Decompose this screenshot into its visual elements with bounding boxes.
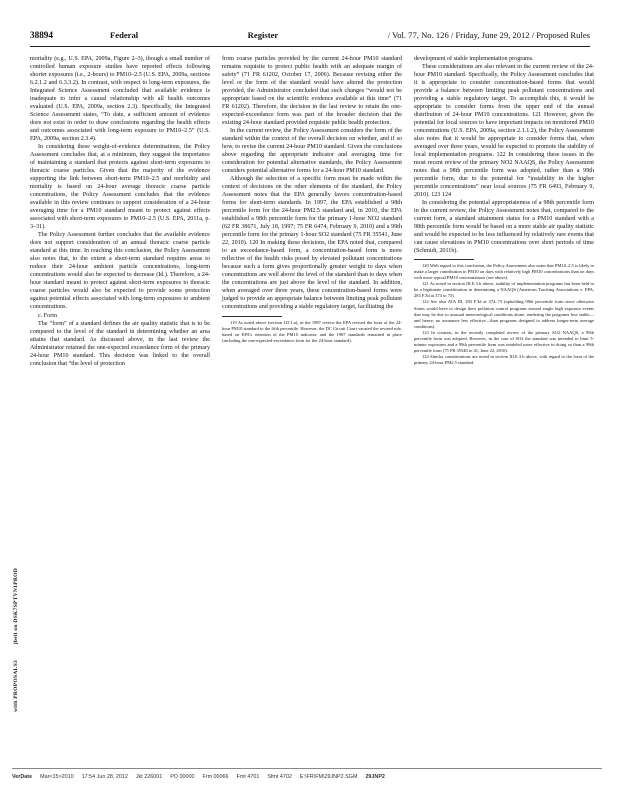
footer-item: 29JNP2	[365, 774, 385, 780]
running-title	[110, 30, 590, 40]
footnote: 120 With regard to this conclusion, the Policy Assessment also notes that PM10–2.5 is likely to make a larger contribution to PM10 on days with relatively high PM10 concentrations than on days with more typical PM10 concentrations (see above).	[414, 263, 594, 281]
footer-item: VerDate	[12, 774, 33, 780]
paragraph: mortality (e.g., U.S. EPA, 2009a, Figure 2–3), though a small number of controlled human exposure studies have reported effects following shorter exposures (i.e., 2-hours) to PM10–2.5 (U.S. EPA, 2009a, sections 6.2.1.2 and 6.3.3.2). In contrast, with respect to long-term exposures, the Integrated Science Assessment concluded that available evidence is inadequate to infer a causal relationship with all health outcomes evaluated (U.S. EPA, 2009a, section 2.3). Specifically, the Integrated Science Assessment states, “To date, a sufficient amount of evidence does not exist in order to draw conclusions regarding the health effects and outcomes associated with long-term exposure to PM10–2.5” (U.S. EPA, 2009a, section 2.3.4).	[30, 56, 210, 143]
paragraph: In considering the potential appropriateness of a 98th percentile form in the current review, the Policy Assessment notes that, compared to the current form, a standard attainment status for a PM10 standard with a 98th percentile form would be based on a more stable air quality statistic and would be expected to be less influenced by relatively rare events that can cause elevations in PM10 concentrations over short periods of time (Schmidt, 2011b).	[414, 200, 594, 255]
footnote: 123 In contrast, in the recently completed review of the primary SO2 NAAQS, a 99th percentile form was adopted. However, in the case of SO2 the standard was intended to limit 5-minute exposures and a 99th percentile form was modeled more effective in doing so than a 98th percentile form (75 FR 35540 to 41, June 22, 2010).	[414, 329, 594, 353]
footnotes	[414, 263, 594, 365]
footnote-rule	[222, 316, 282, 317]
footnotes	[222, 320, 402, 344]
footer-rule	[12, 768, 602, 769]
footnote: 119 As noted above (section I.D.1.a), in the 1987 review the EPA revised the form of the 24-hour PM10 standard to the fifth percentile. However, the DC Circuit Court vacated the revised rule, based on EPA’s retention of the PM10 indicator, and the 1987 standards remained in place (including the one-expected-exceedance form for the 24-hour standard).	[222, 319, 402, 343]
margin-code: with PROPOSALS3	[13, 660, 19, 713]
paragraph: These considerations are also relevant in the current review of the 24-hour PM10 standard. Specifically, the Policy Assessment concludes that it is appropriate to consider concentration-based forms that would provide a balance between limiting peak pollutant concentrations and providing a stable regulatory target. To accomplish this, it would be appropriate to consider forms from the upper end of the annual distribution of 24-hour PM10 concentrations. 121 However, given the potential for local sources to have important impacts on monitored PM10 concentrations (U.S. EPA, 2009a, section 2.1.1.2), the Policy Assessment also notes that it would be appropriate to consider forms that, when averaged over three years, would be expected to promote the stability of local implementation programs. 122 In considering these issues in the most recent review of the primary NO2 NAAQS, the Policy Assessment notes that a 98th percentile form was adopted, rather than a 99th percentile form, due to the potential for “instability in the higher percentile concentrations” near local sources (75 FR 6493, February 9, 2010). 123 124	[414, 64, 594, 199]
footnote: 124 Similar considerations are noted in section III.E.3.b above, with regard to the form of the primary 24-hour PM2.5 standard.	[414, 353, 594, 365]
paragraph: The Policy Assessment further concludes that the available evidence does not support consideration of an annual thoracic coarse particle standard at this time. In reaching this conclusion, the Policy Assessment also notes that, to the extent a short-term standard requires areas to reduce their 24-hour ambient particle concentrations, long-term concentrations would also be expected to decrease (Id.). Therefore, a 24-hour standard meant to protect against short-term exposures to thoracic coarse particles would also be expected to provide some protection against potential effects associated with long-term exposures to ambient concentrations.	[30, 232, 210, 311]
paragraph: In considering these weight-of-evidence determinations, the Policy Assessment concludes that, at a minimum, they suggest the importance of maintaining a standard that protects against short-term exposures to thoracic coarse particles. Given that the majority of the evidence supporting the link between short-term PM10–2.5 and morbidity and mortality is based on 24-hour average thoracic coarse particle concentrations, the Policy Assessment concludes that the evidence available in this review continues to support consideration of a 24-hour averaging time for a PM10 standard meant to protect against effects associated with short-term exposures to PM10–2.5 (U.S. EPA, 2011a, p. 3–31).	[30, 144, 210, 231]
page-header	[30, 30, 590, 44]
column-1	[30, 55, 210, 368]
column-3	[414, 55, 594, 366]
paragraph: The “form” of a standard defines the air quality statistic that is to be compared to the level of the standard in determining whether an area attains that standard. As discussed above, in the last review the Administrator retained the one-expected exceedance form of the primary 24-hour PM10 standard. This decision was linked to the overall conclusion that “the level of protection	[30, 320, 210, 367]
margin-code: jbell on DSK7SPTVN1PROD	[13, 568, 19, 645]
title-issue: / Vol. 77, No. 126 / Friday, June 29, 2012 / Proposed Rules	[387, 30, 590, 40]
footer-item: Jkt 226001	[135, 774, 163, 780]
title-federal: Federal	[110, 30, 139, 40]
footnote: 122 See also ATA III, 283 F.3d at 374–75 (upholding 98th percentile form since otherwise States would have to design their pollution control programs around single high exposure events that may be due to unusual meteorological conditions alone, rendering the programs less stable—and hence, no assurance less effective—than programs designed to address longer-term average conditions).	[414, 299, 594, 329]
paragraph: Although the selection of a specific form must be made within the context of decisions on the other elements of the standard, the Policy Assessment notes that the EPA generally favors concentration-based forms for short-term standards. In 1997, the EPA established a 98th percentile form for the 24-hour PM2.5 standard and, in 2010, the EPA established a 98th percentile form for the primary 1-hour NO2 standard (62 FR 38671, July 18, 1997; 75 FR 6474, February 9, 2010) and a 99th percentile form for the primary 1-hour SO2 standard (75 FR 35541, June 22, 2010). 120 In making these decisions, the EPA noted that, compared to an exceedance-based form, a concentration-based form is more reflective of the health risks posed by elevated pollutant concentrations because such a form gives proportionally greater weight to days when concentrations are well above the level of the standard than to days when the concentrations are just above the level of the standard. In addition, when averaged over three years, these concentration-based forms were judged to provide an appropriate balance between limiting peak pollutant concentrations and providing a stable regulatory target, facilitating the	[222, 176, 402, 311]
paragraph: In the current review, the Policy Assessment considers the form of the standard within the context of the overall decision on whether, and if so how, to revise the current 24-hour PM10 standard. Given the conclusions above regarding the appropriate indicator and averaging time for consideration for potential alternative standards, the Policy Assessment considers potential alternative forms for a 24-hour PM10 standard.	[222, 128, 402, 175]
page-number: 38894	[30, 30, 53, 40]
footnote-rule	[414, 259, 474, 260]
header-rule	[30, 46, 590, 47]
margin-codes	[12, 568, 20, 738]
footer-item: E:\FR\FM\29JNP2.SGM	[299, 774, 358, 780]
footer-item: Fmt 4701	[236, 774, 260, 780]
section-heading: c. Form	[38, 312, 57, 319]
title-register: Register	[247, 30, 279, 40]
footnote: 121 As noted in section III.E.3.b above, stability of implementation programs has been held to be a legitimate consideration in determining a NAAQS (American Trucking Associations v. EPA, 283 F.3d at 374 to 75).	[414, 281, 594, 299]
footer-item: Mar<15>2010	[40, 774, 74, 780]
paragraph: development of stable implementation programs.	[414, 56, 534, 62]
column-2	[222, 55, 402, 344]
footer-item: Frm 00066	[202, 774, 229, 780]
footer-item: PO 00000	[170, 774, 195, 780]
paragraph: from coarse particles provided by the current 24-hour PM10 standard remains requisite to protect public health with an adequate margin of safety” (71 FR 61202, October 17, 2006). Because revising either the level or the form of the standard would have altered the protection provided, the Administrator concluded that such changes “would not be appropriate based on the scientific evidence available at this time” (71 FR 61202). Therefore, the decision in the last review to retain the one-expected-exceedance form was part of the broader decision that the existing 24-hour standard provided requisite public health protection.	[222, 56, 402, 127]
page-footer	[12, 772, 602, 782]
footer-item: 17:54 Jun 28, 2012	[81, 774, 128, 780]
footer-item: Sfmt 4702	[267, 774, 292, 780]
